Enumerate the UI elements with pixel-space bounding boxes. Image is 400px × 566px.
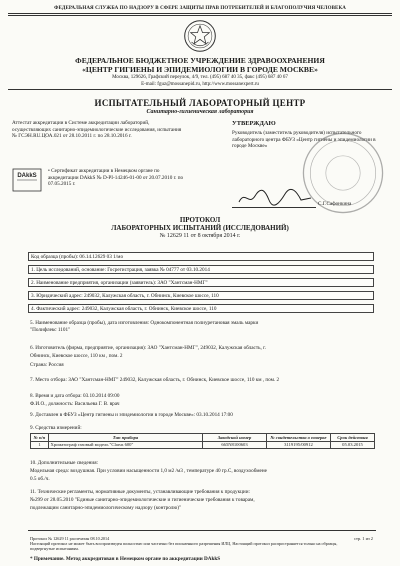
cell-certificate: 3119195/00912 (267, 441, 331, 449)
org-rule (8, 89, 392, 90)
dakks-logo-icon (12, 168, 42, 192)
field-regulations: 11. Технические регламенты, нормативные документы, устанавливающие требования к продукции: (30, 489, 250, 495)
field-manufacturer-cont: Обнинск, Киевское шоссе, 110 км , пом. 2 (30, 353, 123, 359)
field-sample-code: Код образца (пробы): 06.14.12629 03 1/мо (28, 252, 374, 261)
field-applicant: 2. Наименование предприятия, организации (заявитель): ЗАО "Хантсман-НМГ" (28, 278, 374, 287)
footer-printed: Протокол № 12629 11 распечатан 08.10.2014 (30, 536, 110, 541)
footer-note: * Примечание. Метод аккредитован в Немецком органе по аккредитации DAkkS (30, 556, 221, 562)
approve-body: Руководитель (заместитель руководителя) испытательного лабораторного центра ФБУЗ «Центр гигиены и эпидемиологии в городе Москве» (232, 130, 376, 149)
cell-validity: 05.03.2015 (331, 441, 375, 449)
field-model-medium: Модельная среда: воздушная. При условии насыщенности 1,0 м2 /м3 , температуре 40 гр.С, воздухообмене (30, 468, 267, 474)
footer-disclaimer: Настоящий протокол не может быть воспроизведен полностью или частично без письменного разрешения ИЛЦ. Настоящий протокол распространяется только на образцы, подвергнутые испытаниям. (30, 541, 338, 552)
cell-serial: 665N8100603 (203, 441, 267, 449)
table-row (31, 441, 375, 449)
org-name-line1: ФЕДЕРАЛЬНОЕ БЮДЖЕТНОЕ УЧРЕЖДЕНИЕ ЗДРАВООХРАНЕНИЯ (75, 56, 325, 65)
field-sampling-time: 8. Время и дата отбора: 03.10.2014 09:00 (30, 393, 120, 399)
field-regulations-cont2: подлежащим санитарно-эпидемиологическому надзору (контролю)" (30, 505, 182, 511)
cell-number: 1 (31, 441, 49, 449)
page-number: стр. 1 из 2 (354, 536, 373, 541)
field-sampling-place: 7. Место отбора: ЗАО "Хантсман-НМГ" 249032, Калужская область, г. Обнинск, Киевское шоссе, 110 км , пом. 2 (30, 377, 280, 383)
col-number: № п/п (31, 434, 49, 442)
approve-title: УТВЕРЖДАЮ (232, 120, 276, 127)
protocol-subtitle: ЛАБОРАТОРНЫХ ИСПЫТАНИЙ (ИССЛЕДОВАНИЙ) (111, 224, 289, 232)
col-certificate: № свидетельства о поверке (267, 434, 331, 442)
dakks-certificate: • Сертификат аккредитации в Немецком органе по аккредитации DAkkS № D-PI-14246-01-00 от 20.07.2010 г. по 07.05.2015 г. (48, 168, 184, 187)
lab-subtitle: Санитарно-гигиеническая лаборатория (146, 109, 254, 115)
org-name-line2: «ЦЕНТР ГИГИЕНЫ И ЭПИДЕМИОЛОГИИ В ГОРОДЕ МОСКВЕ» (82, 65, 318, 74)
field-purpose: 1. Цель исследований, основание: Госрегистрация, заявка № 04777 от 03.10.2014 (28, 265, 374, 274)
field-sample-name-cont: "Полифлекс 1101" (30, 327, 71, 333)
signature-icon (235, 186, 315, 208)
field-country: Страна: Россия (30, 362, 64, 368)
protocol-number: № 12629 11 от 8 октября 2014 г. (159, 233, 241, 239)
field-air-exchange: 0.5 об./ч. (30, 476, 50, 482)
rospotrebnadzor-emblem-icon (183, 19, 217, 53)
svg-text:DAkkS: DAkkS (17, 173, 37, 179)
signature-line (232, 207, 316, 208)
col-validity: Срок действия (331, 434, 375, 442)
field-manufacturer: 6. Изготовитель (фирма, предприятие, организация): ЗАО "Хантсман-НМГ", 249032, Калужская область, г. (30, 345, 266, 351)
cell-type: Хроматограф газовый модель "Clarus 600" (49, 441, 203, 449)
equipment-table (30, 433, 375, 449)
lab-title: ИСПЫТАТЕЛЬНЫЙ ЛАБОРАТОРНЫЙ ЦЕНТР (94, 98, 306, 108)
col-serial: Заводской номер (203, 434, 267, 442)
field-legal-address: 3. Юридический адрес: 249032, Калужская область, г. Обнинск, Киевское шоссе, 110 (28, 291, 374, 300)
field-regulations-cont1: №299 от 28.05.2010 "Единые санитарно-эпидемиологические и гигиенические требования к товарам, (30, 497, 255, 503)
field-equipment-label: 9. Средства измерений: (30, 425, 82, 431)
footer-rule (28, 530, 376, 531)
accreditation-text: Аттестат аккредитации в Системе аккредитации лабораторий, осуществляющих санитарно-эпидемиологические исследования, испытания № ГСЭН.RU.ЦОА.021 от 28.10.2011 г. по 28.10.2016 г. (12, 120, 182, 139)
protocol-title: ПРОТОКОЛ (179, 216, 221, 224)
signer-name: С.Г.Сафонкина (318, 201, 352, 207)
org-address: Москва, 129626, Графский переулок, 4/9, тел. (495) 687 40 35, факс (495) 687 40 67 (112, 75, 288, 80)
equipment-table-header (31, 434, 375, 442)
col-type: Тип прибора (49, 434, 203, 442)
ministry-header: ФЕДЕРАЛЬНАЯ СЛУЖБА ПО НАДЗОРУ В СФЕРЕ ЗАЩИТЫ ПРАВ ПОТРЕБИТЕЛЕЙ И БЛАГОПОЛУЧИЯ ЧЕЛОВЕКА (54, 6, 346, 11)
header-rule-bottom (8, 15, 392, 16)
field-actual-address: 4. Фактический адрес: 249032, Калужская область, г. Обнинск, Киевское шоссе, 110 (28, 304, 374, 313)
field-delivered: 9. Доставлен в ФБУЗ «Центр гигиены и эпидемиологии в городе Москве»: 03.10.2014 17:00 (30, 412, 233, 418)
field-additional-info: 10. Дополнительные сведения: (30, 460, 99, 466)
field-sampler: Ф.И.О., должность: Васильева Г. В. врач (30, 401, 120, 407)
field-sample-name: 5. Наименование образца (пробы), дата изготовления: Однокомпонентная полиуретановая эмаль марки (30, 320, 259, 326)
org-email: E-mail: fguz@mossanepid.ru, http://www.mossanexpert.ru (141, 82, 259, 87)
